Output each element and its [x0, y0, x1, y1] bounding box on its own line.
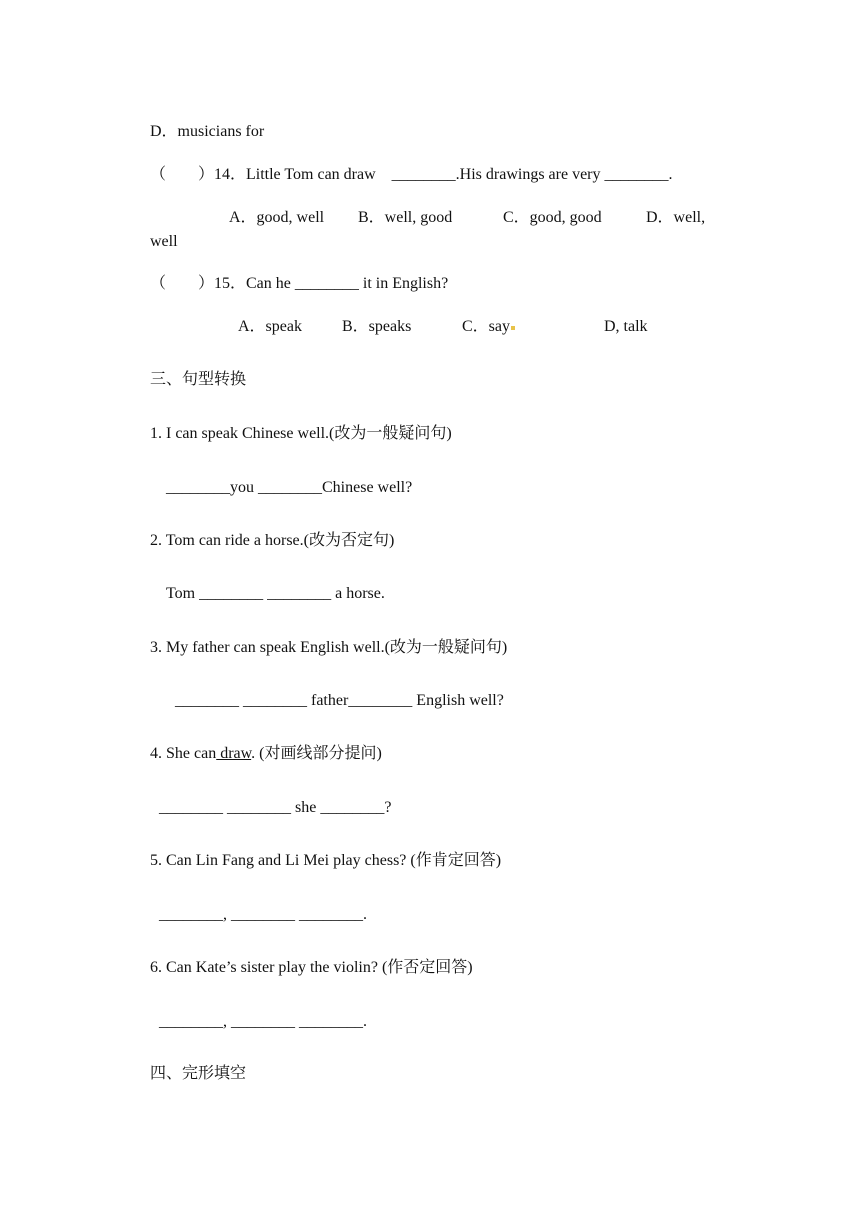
item-2-answer: Tom ________ ________ a horse. — [166, 585, 385, 602]
option-d: D．well, — [646, 209, 706, 226]
question-15-stem: （ ）15．Can he ________ it in English? — [150, 275, 449, 292]
question-14-stem: （ ）14．Little Tom can draw ________.His drawings are very ________. — [150, 166, 673, 183]
option-d-continuation: well — [150, 233, 178, 250]
item-4-answer: ________ ________ she ________? — [159, 799, 392, 816]
item-5-answer: ________, ________ ________. — [159, 906, 367, 923]
item-1-question: 1. I can speak Chinese well.(改为一般疑问句) — [150, 425, 452, 442]
section-4-heading: 四、完形填空 — [150, 1065, 247, 1082]
item-4-question-prefix: 4. She can — [150, 745, 217, 762]
option-b: B．well, good — [358, 209, 453, 226]
underlined-word: draw — [216, 745, 252, 762]
item-4-question-suffix: . (对画线部分提问) — [251, 745, 382, 762]
highlight-mark — [511, 326, 515, 330]
option-c — [462, 317, 515, 337]
q13-option-d: D．musicians for — [150, 123, 265, 140]
item-1-answer: ________you ________Chinese well? — [166, 479, 413, 496]
option-a: A．speak — [238, 318, 302, 335]
option-a: A．good, well — [229, 209, 325, 226]
item-4-question — [150, 744, 382, 764]
item-3-question: 3. My father can speak English well.(改为一般疑问句) — [150, 639, 508, 656]
option-c-text: C．say — [462, 318, 511, 335]
option-d: D, talk — [604, 318, 648, 335]
section-3-heading: 三、句型转换 — [150, 371, 247, 388]
option-c: C．good, good — [503, 209, 602, 226]
option-b: B．speaks — [342, 318, 412, 335]
item-6-answer: ________, ________ ________. — [159, 1013, 367, 1030]
item-3-answer: ________ ________ father________ English well? — [175, 692, 504, 709]
item-2-question: 2. Tom can ride a horse.(改为否定句) — [150, 532, 395, 549]
item-5-question: 5. Can Lin Fang and Li Mei play chess? (作肯定回答) — [150, 852, 502, 869]
item-6-question: 6. Can Kate’s sister play the violin? (作否定回答) — [150, 959, 473, 976]
